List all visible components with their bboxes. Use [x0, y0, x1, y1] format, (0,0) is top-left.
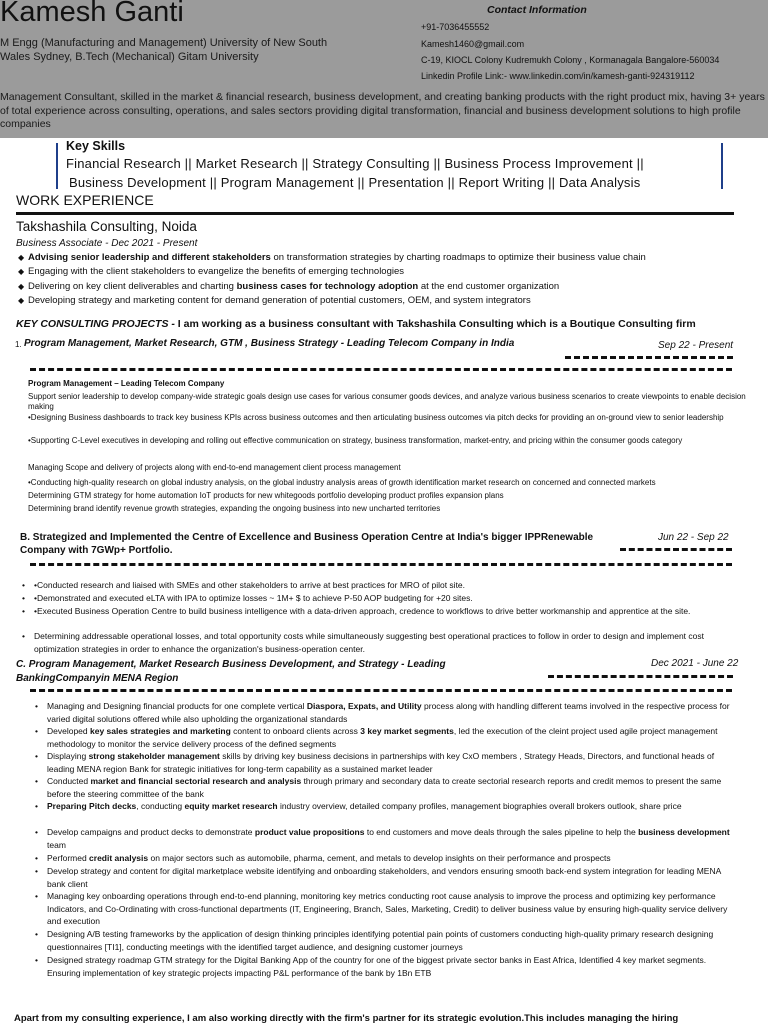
project-3-bullet: • Developed key sales strategies and marketing content to onboard clients across 3 key market segments, led the execution of the cleint project used agile project management methodology to monitor the service delivery process of the defined segments	[27, 725, 737, 750]
experience-bullet: ◆ Developing strategy and marketing content for demand generation of potential customers, OEM, and system integrators	[18, 295, 531, 306]
section-divider	[16, 212, 734, 215]
project-3-bullet: • Displaying strong stakeholder management skills by driving key business decisions in partnerships with key CxO members , Strategy Heads, Directors, and functional heads of leading MENA region Bank for strategic initiatives for long-term capability as a sustained market leader	[27, 750, 737, 775]
project-1-line: Determining brand identify revenue growth strategies, expanding the ongoing business into new uncharted territories	[28, 504, 441, 513]
dash-rule	[620, 548, 732, 551]
project-3-bullet: • Designed strategy roadmap GTM strategy for the Digital Banking App of the country for one of the biggest private sector banks in East Africa, Identified 4 key market segments. Ensuring implementation of key strategic projects impacting P&L performance of the bank by 1Bn ETB	[27, 954, 737, 979]
experience-bullet: ◆ Engaging with the client stakeholders to evangelize the benefits of emerging technologies	[18, 266, 405, 277]
dash-rule	[565, 356, 733, 359]
bullet-diamond-icon: ◆	[18, 253, 25, 262]
project-2-bullet: • •Demonstrated and executed eLTA with IPA to optimize losses ~ 1M+ $ to achieve P-50 AOP budgeting for +20 sites.	[14, 592, 734, 605]
project-3-title: C. Program Management, Market Research Business Development, and Strategy - Leading BankingCompanyin MENA Region	[16, 659, 446, 684]
candidate-name: Kamesh Ganti	[0, 0, 184, 28]
skills-line-1: Financial Research || Market Research || Strategy Consulting || Business Process Improvement ||	[66, 156, 644, 171]
company-name: Takshashila Consulting, Noida	[16, 219, 197, 234]
project-2-bullet: • •Executed Business Operation Centre to build business intelligence with a data-driven approach, credence to workflows to drive better workmanship and apprentice at the site.	[14, 605, 724, 618]
project-2-date: Jun 22 - Sep 22	[658, 532, 729, 543]
project-1-title: Program Management, Market Research, GTM , Business Strategy - Leading Telecom Company in India	[24, 338, 515, 349]
skills-title: Key Skills	[66, 139, 126, 153]
profile-summary: Management Consultant, skilled in the market & financial research, business development, and creating banking products with the right product mix, having 3+ years of total experience across consulting, operations, and sales sectors providing digital transformation, financial and business development solutions to high profile companies	[0, 91, 765, 130]
footer-note: Apart from my consulting experience, I am also working directly with the firm's partner for its strategic evolution.This includes managing the hiring	[14, 1013, 679, 1024]
dash-rule	[30, 368, 732, 371]
project-2-bullet: • •Conducted research and liaised with SMEs and other stakeholders to arrive at best practices for MRO of pilot site.	[14, 579, 734, 592]
header-band	[0, 0, 768, 138]
postal-address: C-19, KIOCL Colony Kudremukh Colony , Kormanagala Bangalore-560034	[421, 55, 720, 65]
contact-title: Contact Information	[487, 4, 587, 16]
skills-right-bar	[721, 143, 723, 189]
phone-number: +91-7036455552	[421, 22, 490, 32]
project-1-line: •Designing Business dashboards to track key business KPIs across business outcomes and then articulating business outcomes via pitch decks for providing an on-ground view to senior leadership	[28, 413, 724, 422]
education-summary: M Engg (Manufacturing and Management) University of New South Wales Sydney, B.Tech (Mechanical) Gitam University	[0, 37, 328, 63]
project-1-subtitle: Program Management – Leading Telecom Company	[28, 379, 225, 388]
project-1-line: Managing Scope and delivery of projects along with end-to-end management client process management	[28, 463, 401, 472]
skills-line-2: Business Development || Program Management || Presentation || Report Writing || Data Analysis	[69, 175, 641, 190]
bullet-diamond-icon: ◆	[18, 296, 25, 305]
role-title: Business Associate - Dec 2021 - Present	[16, 238, 198, 249]
project-1-line: •Conducting high-quality research on global industry analysis, on the global industry analysis areas of growth identification market research on concerned and connected markets	[28, 478, 656, 487]
project-3-bullet: • Managing and Designing financial products for one complete vertical Diaspora, Expats, and Utility process along with handling different teams involved in the respective process for varied digital solutions offered while also upholding the organizational standards	[27, 700, 737, 725]
bullet-diamond-icon: ◆	[18, 267, 25, 276]
key-skills-box	[62, 139, 717, 191]
project-3-bullet: • Conducted market and financial sectorial research and analysis through primary and secondary data to create sectorial research reports and credit memos to present the same before the steering committee of the bank	[27, 775, 737, 800]
dash-rule	[30, 689, 732, 692]
project-1-line: •Supporting C-Level executives in developing and rolling out effective communication on strategy, business transformation, market-entry, and pricing within the consumer goods category	[28, 436, 683, 445]
project-2-bullet: • Determining addressable operational losses, and total opportunity costs while simultaneously suggesting best operational practices to follow in order to design and implement cost optimization strategies in order to enhance the organization's business-operation center.	[14, 630, 724, 655]
section-title-work-experience: WORK EXPERIENCE	[16, 192, 154, 208]
email-address: Kamesh1460@gmail.com	[421, 39, 525, 49]
project-1-line: Determining GTM strategy for home automation IoT products for new whitegoods portfolio developing product profiles expansion plans	[28, 491, 504, 500]
project-number: 1.	[15, 340, 22, 349]
dash-rule	[30, 563, 732, 566]
experience-bullet: ◆ Delivering on key client deliverables and charting business cases for technology adoption at the end customer organization	[18, 281, 560, 292]
project-3-bullet: • Preparing Pitch decks, conducting equity market research industry overview, detailed company profiles, management biographies overall brokers outlook, share price	[27, 800, 737, 813]
project-2-title: B. Strategized and Implemented the Centre of Excellence and Business Operation Centre at India's bigger IPPRenewable Company with 7GWp+ Portfolio.	[20, 532, 594, 556]
skills-left-bar	[56, 143, 58, 189]
experience-bullet: ◆ Advising senior leadership and different stakeholders on transformation strategies by charting roadmaps to optimize their business value chain	[18, 252, 646, 263]
project-3-bullet: • Designing A/B testing frameworks by the application of design thinking principles identifying potential pain points of customers conducting high-quality primary research designing questionnaires [TI1], conducting meetings with the identified target audience, and designing customer journeys	[27, 928, 737, 953]
project-3-bullet: • Managing key onboarding operations through end-to-end planning, monitoring key metrics conducting root cause analysis to improve the process and optimizing key performance Indicators, and Co-Ordinating with cross-functional departments (IT, Engineering, Branch, Sales, Marketing, Credit) to deliver business value by ensuring high-quality service delivery and execution	[27, 890, 737, 928]
project-3-bullet: • Develop campaigns and product decks to demonstrate product value propositions to end customers and move deals through the sales pipeline to help the business development team	[27, 826, 737, 851]
project-3-date: Dec 2021 - June 22	[651, 658, 739, 669]
bullet-diamond-icon: ◆	[18, 282, 25, 291]
key-consulting-projects-heading: KEY CONSULTING PROJECTS - I am working as a business consultant with Takshashila Consulting which is a Boutique Consulting firm	[16, 318, 696, 330]
project-1-line: Support senior leadership to develop company-wide strategic goals design use cases for various consumer goods devices, and analyze various business scenarios to create viewpoints to enable decision making	[28, 392, 746, 411]
project-3-bullet: • Develop strategy and content for digital marketplace website identifying and onboarding stakeholders, and vendors ensuring smooth back-end system integration for leading MENA bank client	[27, 865, 737, 890]
dash-rule	[548, 675, 733, 678]
project-3-bullet: • Performed credit analysis on major sectors such as automobile, pharma, cement, and metals to develop insights on their performance and prospects	[27, 852, 737, 865]
linkedin-profile[interactable]: Linkedin Profile Link:- www.linkedin.com/in/kamesh-ganti-924319112	[421, 71, 695, 81]
project-1-date: Sep 22 - Present	[658, 340, 734, 351]
